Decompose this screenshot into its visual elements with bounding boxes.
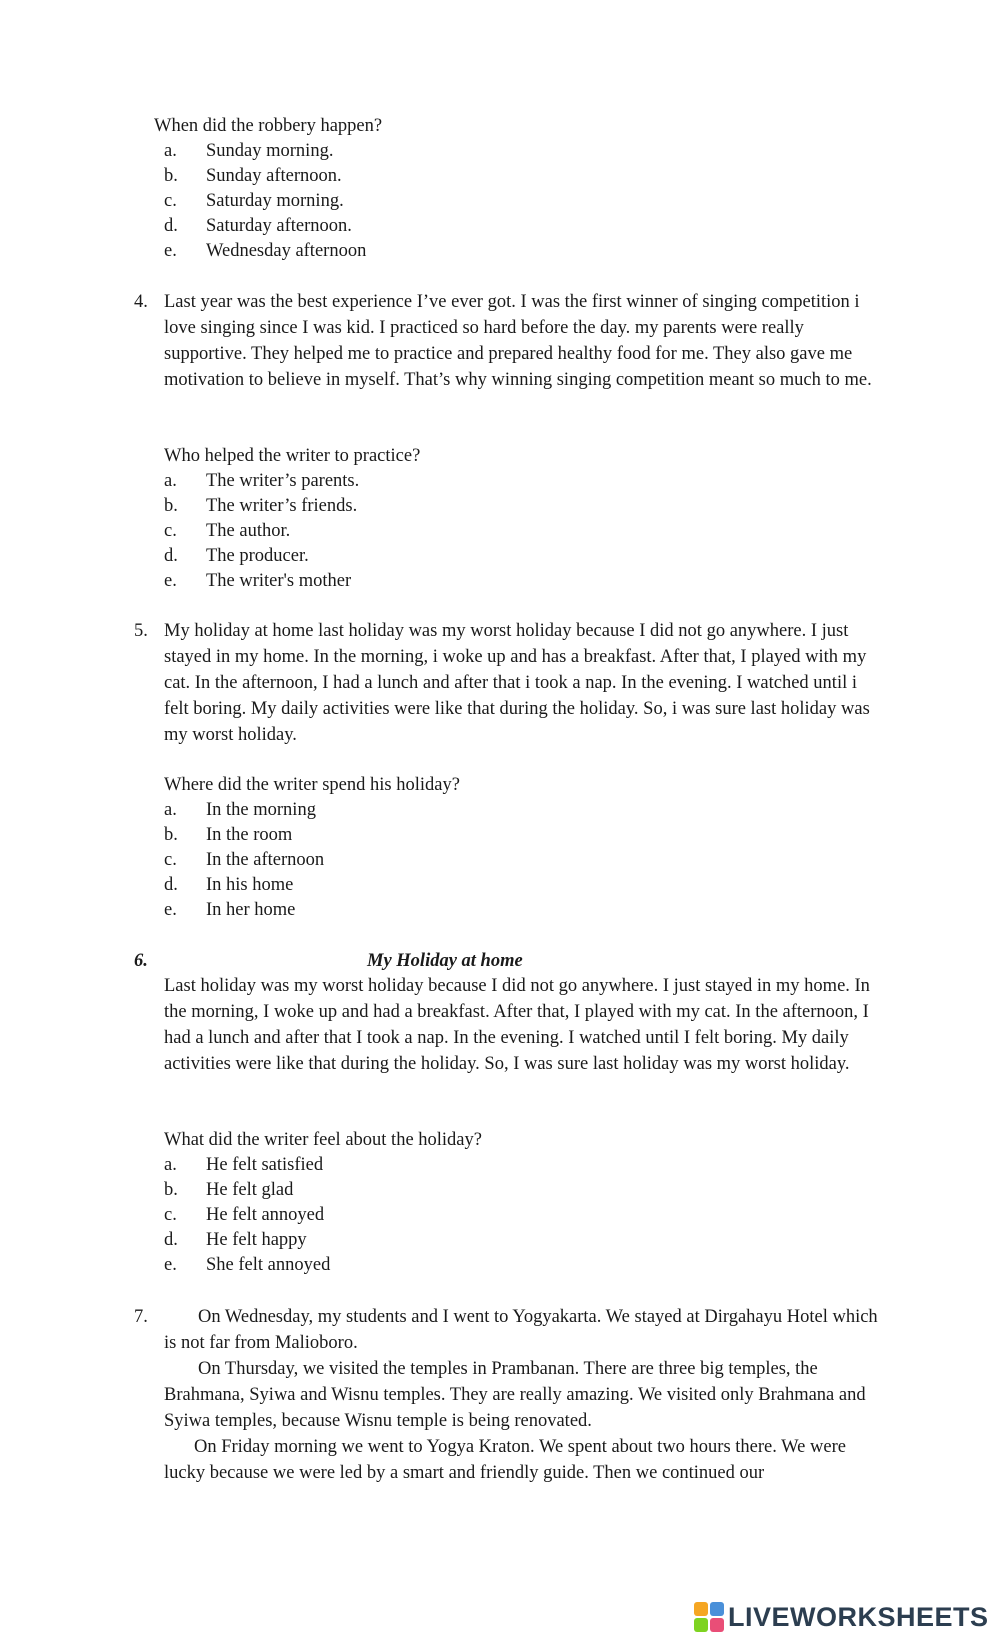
q4-passage: Last year was the best experience I’ve ever got. I was the first winner of singing competition i love singing since I was kid. I practiced so hard before the day. my parents were really supportive. They helped me to practice and prepared healthy food for me. They also gave me motivation to believe in myself. That’s why winning singing competition meant so much to me. xyxy=(164,292,872,390)
q3-option-c[interactable]: Saturday morning. xyxy=(206,191,344,211)
q6-option-b[interactable]: He felt glad xyxy=(206,1180,294,1200)
q6-question: What did the writer feel about the holiday? xyxy=(164,1130,482,1150)
logo-square-2 xyxy=(710,1602,724,1616)
q5-option-d[interactable]: In his home xyxy=(206,875,294,895)
q5-question: Where did the writer spend his holiday? xyxy=(164,775,460,795)
logo-square-3 xyxy=(694,1618,708,1632)
liveworksheets-logo xyxy=(694,1600,989,1634)
q6-option-b-letter: b. xyxy=(164,1180,178,1200)
q6-option-a[interactable]: He felt satisfied xyxy=(206,1155,324,1175)
q4-option-e-letter: e. xyxy=(164,571,177,591)
q4-option-a[interactable]: The writer’s parents. xyxy=(206,471,360,491)
q6-number: 6. xyxy=(134,951,148,971)
q3-option-a[interactable]: Sunday morning. xyxy=(206,141,334,161)
q5-option-c-letter: c. xyxy=(164,850,177,870)
q5-number: 5. xyxy=(134,621,148,641)
q6-option-d[interactable]: He felt happy xyxy=(206,1230,307,1250)
q5-option-c[interactable]: In the afternoon xyxy=(206,850,325,870)
q5-option-e[interactable]: In her home xyxy=(206,900,296,920)
q3-option-e-letter: e. xyxy=(164,241,177,261)
q4-option-c[interactable]: The author. xyxy=(206,521,291,541)
q4-question: Who helped the writer to practice? xyxy=(164,446,421,466)
q7-paragraph-1 xyxy=(164,1304,884,1356)
q4-option-e[interactable]: The writer's mother xyxy=(206,571,352,591)
q6-option-a-letter: a. xyxy=(164,1155,177,1175)
liveworksheets-logo-icon xyxy=(694,1602,724,1632)
q4-option-c-letter: c. xyxy=(164,521,177,541)
q3-option-c-letter: c. xyxy=(164,191,177,211)
q3-option-e[interactable]: Wednesday afternoon xyxy=(206,241,367,261)
q5-option-b[interactable]: In the room xyxy=(206,825,293,845)
q6-option-c[interactable]: He felt annoyed xyxy=(206,1205,325,1225)
q4-option-b[interactable]: The writer’s friends. xyxy=(206,496,358,516)
q5-option-e-letter: e. xyxy=(164,900,177,920)
q5-option-d-letter: d. xyxy=(164,875,178,895)
q5-passage: My holiday at home last holiday was my worst holiday because I did not go anywhere. I just stayed in my home. In the morning, i woke up and has a breakfast. After that, I played with my cat. In the afternoon, I had a lunch and after that i took a nap. In the evening. I watched until i felt boring. My daily activities were like that during the holiday. So, i was sure last holiday was my worst holiday. xyxy=(164,621,870,745)
q3-option-b[interactable]: Sunday afternoon. xyxy=(206,166,342,186)
q6-title: My Holiday at home xyxy=(367,951,523,971)
q7-number: 7. xyxy=(134,1307,148,1327)
q7-paragraph-2-text: On Thursday, we visited the temples in Prambanan. There are three big temples, the Brahmana, Syiwa and Wisnu temples. They are really amazing. We visited only Brahmana and Syiwa temples, because Wisnu temple is being renovated. xyxy=(164,1359,866,1431)
q4-option-a-letter: a. xyxy=(164,471,177,491)
q5-option-a[interactable]: In the morning xyxy=(206,800,316,820)
q6-passage: Last holiday was my worst holiday because I did not go anywhere. I just stayed in my home. In the morning, I woke up and had a breakfast. After that, I played with my cat. In the afternoon, I had a lunch and after that I took a nap. In the evening. I watched until I felt boring. My daily activities were like that during the holiday. So, I was sure last holiday was my worst holiday. xyxy=(164,976,870,1074)
q5-option-a-letter: a. xyxy=(164,800,177,820)
q3-option-a-letter: a. xyxy=(164,141,177,161)
q5-option-b-letter: b. xyxy=(164,825,178,845)
q3-option-d[interactable]: Saturday afternoon. xyxy=(206,216,352,236)
q3-option-b-letter: b. xyxy=(164,166,178,186)
q4-option-d[interactable]: The producer. xyxy=(206,546,309,566)
liveworksheets-brand: LIVEWORKSHEETS xyxy=(728,1601,989,1632)
q3-option-d-letter: d. xyxy=(164,216,178,236)
q4-option-d-letter: d. xyxy=(164,546,178,566)
logo-square-4 xyxy=(710,1618,724,1632)
q7-paragraph-1-text: On Wednesday, my students and I went to Yogyakarta. We stayed at Dirgahayu Hotel which is not far from Malioboro. xyxy=(164,1307,878,1353)
q6-option-d-letter: d. xyxy=(164,1230,178,1250)
q7-paragraph-3 xyxy=(164,1434,884,1486)
q7-paragraph-2 xyxy=(164,1356,884,1434)
q4-number: 4. xyxy=(134,292,148,312)
q6-option-e[interactable]: She felt annoyed xyxy=(206,1255,331,1275)
q6-option-c-letter: c. xyxy=(164,1205,177,1225)
q4-option-b-letter: b. xyxy=(164,496,178,516)
q3-question: When did the robbery happen? xyxy=(154,116,383,136)
q6-option-e-letter: e. xyxy=(164,1255,177,1275)
logo-square-1 xyxy=(694,1602,708,1616)
q7-paragraph-3-text: On Friday morning we went to Yogya Kraton. We spent about two hours there. We were lucky because we were led by a smart and friendly guide. Then we continued our xyxy=(164,1437,846,1483)
